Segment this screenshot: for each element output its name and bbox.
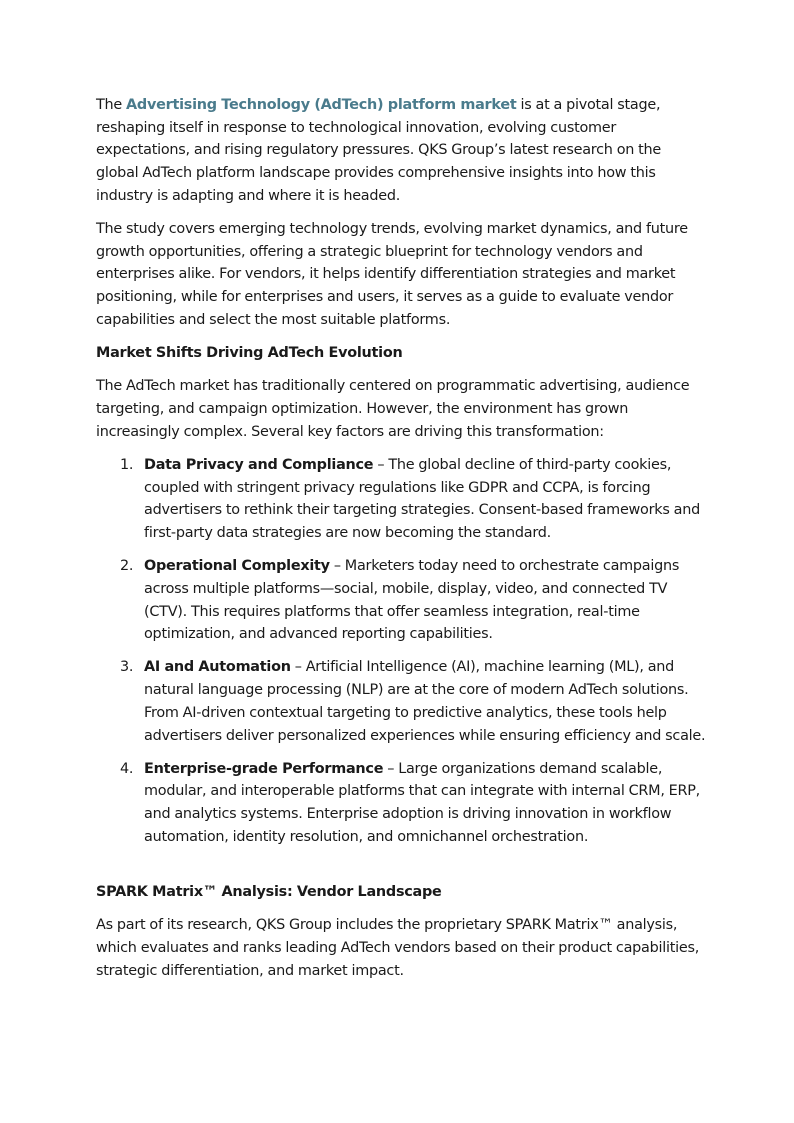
section-spacer [96, 859, 706, 881]
list-item-title: Operational Complexity [144, 558, 330, 575]
document-page [96, 94, 706, 993]
intro-paragraph [96, 94, 706, 208]
list-item-text: – Large organizations demand scalable, modular, and interoperable platforms that can integrate with internal CRM, ERP, and analytics systems. Enterprise adoption is driving innovation in workflow automation, identity resolution, and omnichannel orchestration. [144, 760, 701, 845]
market-shifts-heading: Market Shifts Driving AdTech Evolution [96, 345, 403, 362]
list-item-text: – Marketers today need to orchestrate campaigns across multiple platforms—social, mobile, display, video, and connected TV (CTV). This requires platforms that offer seamless integration, real-time optimization, and advanced reporting capabilities. [144, 558, 680, 643]
list-item [96, 555, 706, 646]
list-item [96, 758, 706, 849]
spark-paragraph: As part of its research, QKS Group includes the proprietary SPARK Matrix™ analysis, which evaluates and ranks leading AdTech vendors based on their product capabilities, strategic differentiation, and market impact. [96, 917, 700, 979]
adtech-market-link[interactable]: Advertising Technology (AdTech) platform market [126, 97, 517, 113]
list-item [96, 656, 706, 747]
list-item-number: 4. [120, 760, 134, 777]
factors-list [96, 454, 706, 849]
list-item-number: 2. [120, 558, 134, 575]
list-item-number: 1. [120, 456, 134, 473]
list-item-title: Data Privacy and Compliance [144, 456, 374, 473]
list-item-title: AI and Automation [144, 659, 291, 676]
market-shifts-paragraph: The AdTech market has traditionally centered on programmatic advertising, audience targeting, and campaign optimization. However, the environment has grown increasingly complex. Several key factors are driving this transformation: [96, 378, 690, 440]
intro-suffix: is at a pivotal stage, reshaping itself in response to technological innovation, evolving customer expectations, and rising regulatory pressures. QKS Group’s latest research on the global AdTech platform landscape provides comprehensive insights into how this industry is adapting and where it is headed. [96, 97, 662, 204]
list-item-title: Enterprise-grade Performance [144, 760, 384, 777]
spark-heading: SPARK Matrix™ Analysis: Vendor Landscape [96, 884, 442, 901]
list-item-text: – Artificial Intelligence (AI), machine learning (ML), and natural language processing (NLP) are at the core of modern AdTech solutions. From AI-driven contextual targeting to predictive analytics, these tools help advertisers deliver personalized experiences while ensuring efficiency and scale. [144, 659, 706, 744]
list-item-text: – The global decline of third-party cookies, coupled with stringent privacy regulations like GDPR and CCPA, is forcing advertisers to rethink their targeting strategies. Consent-based frameworks and first-party data strategies are now becoming the standard. [144, 456, 700, 541]
intro-prefix: The [96, 97, 127, 113]
study-paragraph: The study covers emerging technology trends, evolving market dynamics, and future growth opportunities, offering a strategic blueprint for technology vendors and enterprises alike. For vendors, it helps identify differentiation strategies and market positioning, while for enterprises and users, it serves as a guide to evaluate vendor capabilities and select the most suitable platforms. [96, 221, 688, 328]
list-item [96, 454, 706, 545]
list-item-number: 3. [120, 659, 134, 676]
